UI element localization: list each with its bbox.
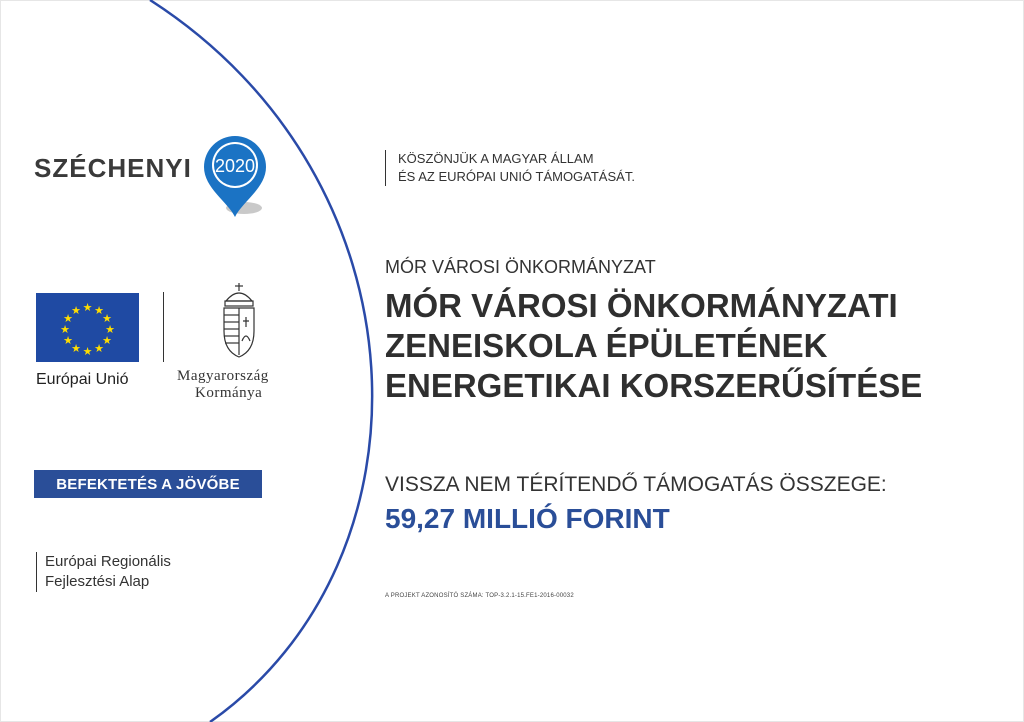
svg-text:★: ★ <box>71 304 81 317</box>
logo-divider <box>163 292 164 362</box>
coat-of-arms-icon <box>216 281 262 361</box>
project-title-line1: MÓR VÁROSI ÖNKORMÁNYZATI <box>385 287 898 324</box>
support-label: VISSZA NEM TÉRÍTENDŐ TÁMOGATÁS ÖSSZEGE: <box>385 473 887 496</box>
szechenyi-wordmark: SZÉCHENYI <box>34 153 192 183</box>
svg-text:★: ★ <box>102 312 112 325</box>
banner-text: BEFEKTETÉS A JÖVŐBE <box>56 475 240 493</box>
svg-text:★: ★ <box>60 323 70 336</box>
svg-text:★: ★ <box>82 301 93 314</box>
svg-text:★: ★ <box>94 342 104 355</box>
svg-text:★: ★ <box>63 312 73 325</box>
project-title-line2: ZENEISKOLA ÉPÜLETÉNEK <box>385 327 828 364</box>
thanks-note <box>385 150 635 186</box>
svg-text:★: ★ <box>105 323 115 336</box>
project-id: A PROJEKT AZONOSÍTÓ SZÁMA: TOP-3.2.1-15.FE1-2016-00032 <box>385 593 574 599</box>
beneficiary-name: MÓR VÁROSI ÖNKORMÁNYZAT <box>385 257 656 277</box>
thanks-line1: KÖSZÖNJÜK A MAGYAR ÁLLAM <box>398 151 594 166</box>
svg-text:★: ★ <box>102 334 112 347</box>
svg-text:★: ★ <box>94 304 104 317</box>
support-amount: 59,27 MILLIÓ FORINT <box>385 503 670 534</box>
eu-label: Európai Unió <box>36 371 129 388</box>
fund-name-line1: Európai Regionális <box>45 553 171 570</box>
project-title <box>385 286 922 406</box>
government-label-line1: Magyarország <box>177 368 269 384</box>
government-label-line2: Kormánya <box>195 385 263 401</box>
svg-text:★: ★ <box>82 345 93 358</box>
svg-text:★: ★ <box>63 334 73 347</box>
invest-future-banner <box>34 470 262 498</box>
project-title-line3: ENERGETIKAI KORSZERŰSÍTÉSE <box>385 367 923 404</box>
location-pin-icon <box>202 136 272 220</box>
fund-name-line2: Fejlesztési Alap <box>45 573 150 590</box>
svg-text:★: ★ <box>71 342 81 355</box>
fund-name <box>36 552 171 592</box>
szechenyi-year: 2020 <box>214 156 256 176</box>
eu-flag-icon <box>36 293 139 362</box>
thanks-line2: ÉS AZ EURÓPAI UNIÓ TÁMOGATÁSÁT. <box>398 169 635 184</box>
